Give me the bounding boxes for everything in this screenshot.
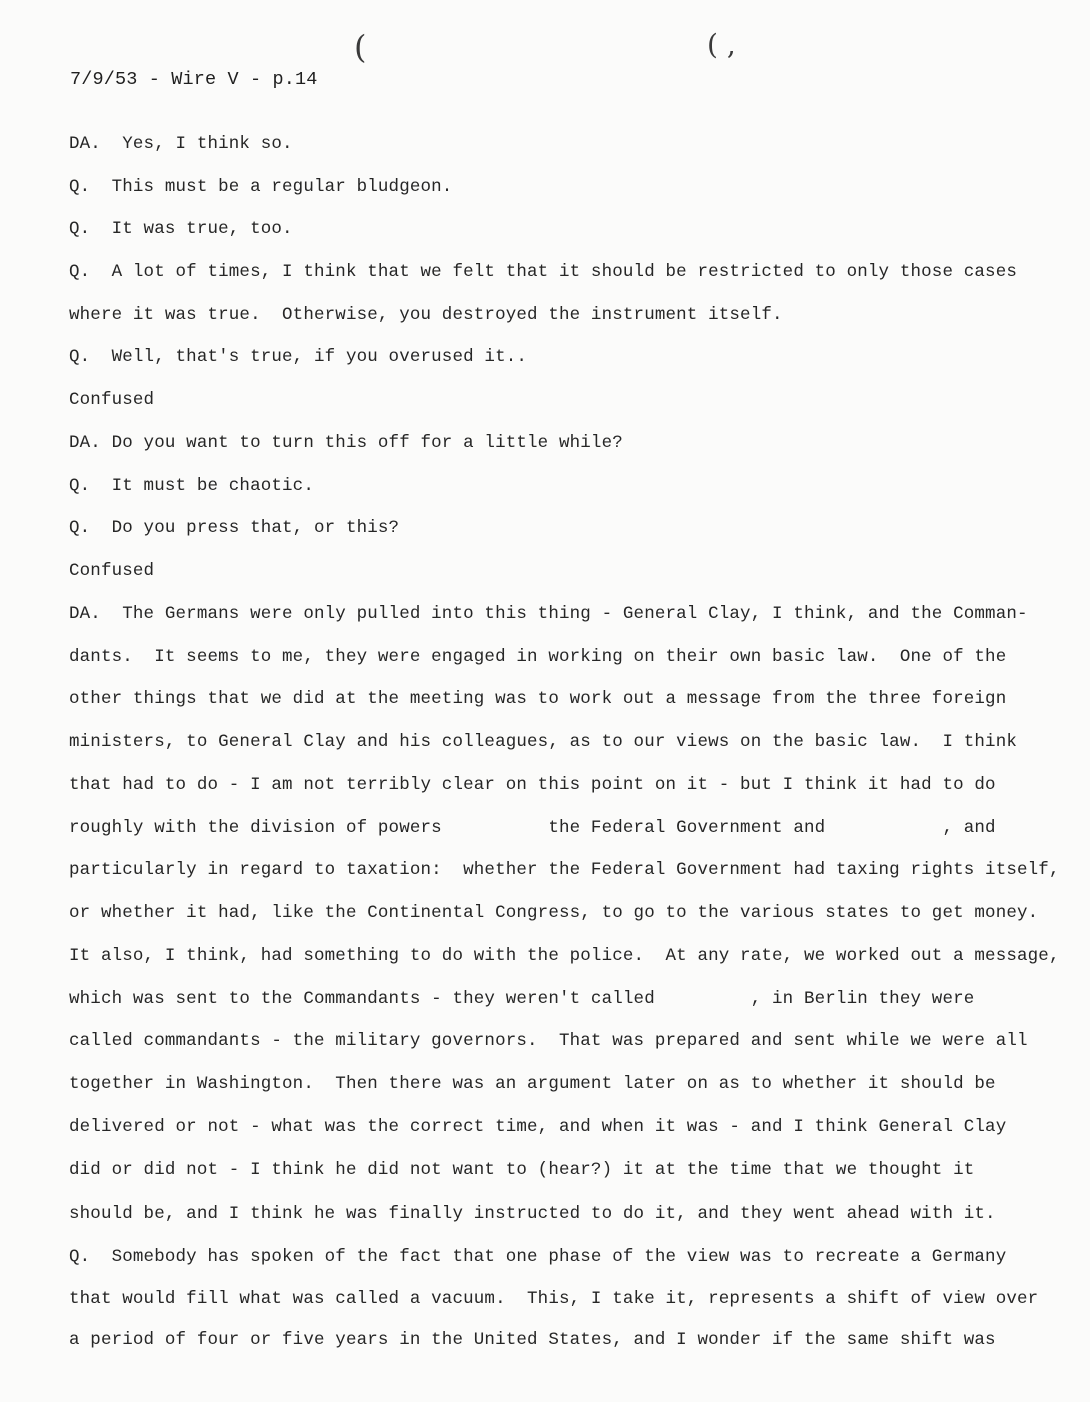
transcript-line: other things that we did at the meeting was to work out a message from the three foreign xyxy=(69,689,1007,709)
transcript-line: Q. This must be a regular bludgeon. xyxy=(69,177,453,197)
transcript-line: Confused xyxy=(69,390,155,410)
transcript-line: DA. Yes, I think so. xyxy=(69,134,293,154)
page-header: 7/9/53 - Wire V - p.14 xyxy=(70,69,318,90)
margin-mark-right: ( , xyxy=(707,28,736,61)
transcript-line: It also, I think, had something to do with the police. At any rate, we worked out a message, xyxy=(69,946,1060,966)
transcript-line: Q. Well, that's true, if you overused it.. xyxy=(69,347,528,367)
transcript-line: or whether it had, like the Continental Congress, to go to the various states to get money. xyxy=(69,903,1039,923)
transcript-line: delivered or not - what was the correct time, and when it was - and I think General Clay xyxy=(69,1117,1007,1137)
transcript-line: ministers, to General Clay and his colleagues, as to our views on the basic law. I think xyxy=(69,732,1018,752)
transcript-line: roughly with the division of powers the Federal Government and , and xyxy=(69,818,996,838)
transcript-line: particularly in regard to taxation: whether the Federal Government had taxing rights itself, xyxy=(69,860,1060,880)
transcript-line: Q. A lot of times, I think that we felt that it should be restricted to only those cases xyxy=(69,262,1018,282)
transcript-line: Confused xyxy=(69,561,155,581)
transcript-line: did or did not - I think he did not want to (hear?) it at the time that we thought it xyxy=(69,1160,975,1180)
margin-mark-left: ( xyxy=(354,28,367,66)
transcript-line: that would fill what was called a vacuum. This, I take it, represents a shift of view over xyxy=(69,1289,1039,1309)
transcript-line: where it was true. Otherwise, you destroyed the instrument itself. xyxy=(69,305,783,325)
transcript-line: together in Washington. Then there was an argument later on as to whether it should be xyxy=(69,1074,996,1094)
transcript-line: called commandants - the military governors. That was prepared and sent while we were all xyxy=(69,1031,1028,1051)
transcript-line: Q. It was true, too. xyxy=(69,219,293,239)
transcript-line: Q. Somebody has spoken of the fact that one phase of the view was to recreate a Germany xyxy=(69,1247,1007,1267)
transcript-line: dants. It seems to me, they were engaged in working on their own basic law. One of the xyxy=(69,647,1007,667)
transcript-line: DA. The Germans were only pulled into this thing - General Clay, I think, and the Comman- xyxy=(69,604,1028,624)
transcript-line: a period of four or five years in the United States, and I wonder if the same shift was xyxy=(69,1330,996,1350)
transcript-line: DA. Do you want to turn this off for a little while? xyxy=(69,433,623,453)
transcript-line: which was sent to the Commandants - they weren't called , in Berlin they were xyxy=(69,989,975,1009)
transcript-line: Q. Do you press that, or this? xyxy=(69,518,400,538)
transcript-line: that had to do - I am not terribly clear on this point on it - but I think it had to do xyxy=(69,775,996,795)
transcript-line: Q. It must be chaotic. xyxy=(69,476,314,496)
transcript-line: should be, and I think he was finally instructed to do it, and they went ahead with it. xyxy=(69,1204,996,1224)
